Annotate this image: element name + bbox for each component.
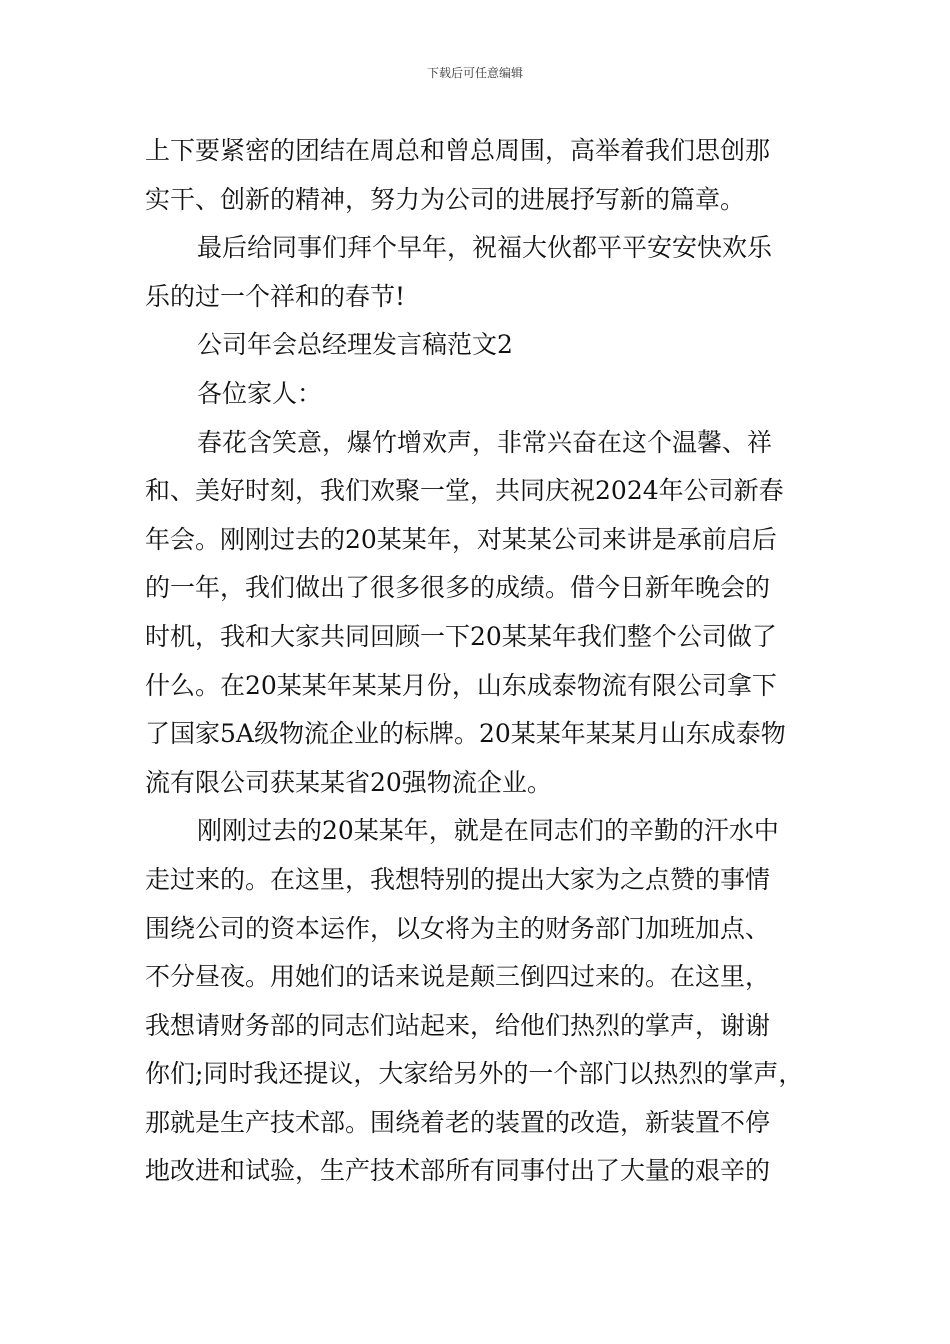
- text-line: 实干、创新的精神，努力为公司的进展抒写新的篇章。: [145, 184, 746, 214]
- text-line: 流有限公司获某某省20强物流企业。: [145, 767, 552, 797]
- paragraph-start: 最后给同事们拜个早年，祝福大伙都平平安安快欢乐: [197, 233, 773, 263]
- text-line: 的一年，我们做出了很多很多的成绩。借今日新年晚会的: [145, 573, 771, 603]
- text-line: 了国家5A级物流企业的标牌。20某某年某某月山东成泰物: [145, 719, 786, 749]
- text-line: 地改进和试验，生产技术部所有同事付出了大量的艰辛的: [145, 1156, 771, 1186]
- text-line: 上下要紧密的团结在周总和曾总周围，高举着我们思创那: [145, 136, 771, 165]
- text-line: 我想请财务部的同志们站起来，给他们热烈的掌声，谢谢: [145, 1010, 771, 1040]
- text-line: 乐的过一个祥和的春节!: [145, 281, 406, 311]
- document-body: [145, 127, 810, 1196]
- page-header: 下载后可任意编辑: [426, 66, 523, 80]
- text-line: 那就是生产技术部。围绕着老的装置的改造，新装置不停: [145, 1107, 771, 1137]
- text-line: 什么。在20某某年某某月份，山东成泰物流有限公司拿下: [145, 670, 777, 700]
- text-line: 和、美好时刻，我们欢聚一堂，共同庆祝2024年公司新春: [145, 476, 784, 506]
- text-line: 时机，我和大家共同回顾一下20某某年我们整个公司做了: [145, 621, 777, 651]
- salutation: 各位家人：: [197, 378, 323, 408]
- section-title: 公司年会总经理发言稿范文2: [197, 330, 513, 360]
- text-line: 你们;同时我还提议，大家给另外的一个部门以热烈的掌声，: [145, 1059, 804, 1089]
- text-line: 不分昼夜。用她们的话来说是颠三倒四过来的。在这里，: [145, 962, 771, 992]
- text-line: 围绕公司的资本运作，以女将为主的财务部门加班加点、: [145, 913, 771, 943]
- paragraph-start: 刚刚过去的20某某年，就是在同志们的辛勤的汗水中: [197, 816, 779, 846]
- text-line: 年会。刚刚过去的20某某年，对某某公司来讲是承前启后: [145, 524, 777, 554]
- text-line: 走过来的。在这里，我想特别的提出大家为之点赞的事情: [145, 864, 771, 894]
- paragraph-start: 春花含笑意，爆竹增欢声，非常兴奋在这个温馨、祥: [197, 427, 773, 457]
